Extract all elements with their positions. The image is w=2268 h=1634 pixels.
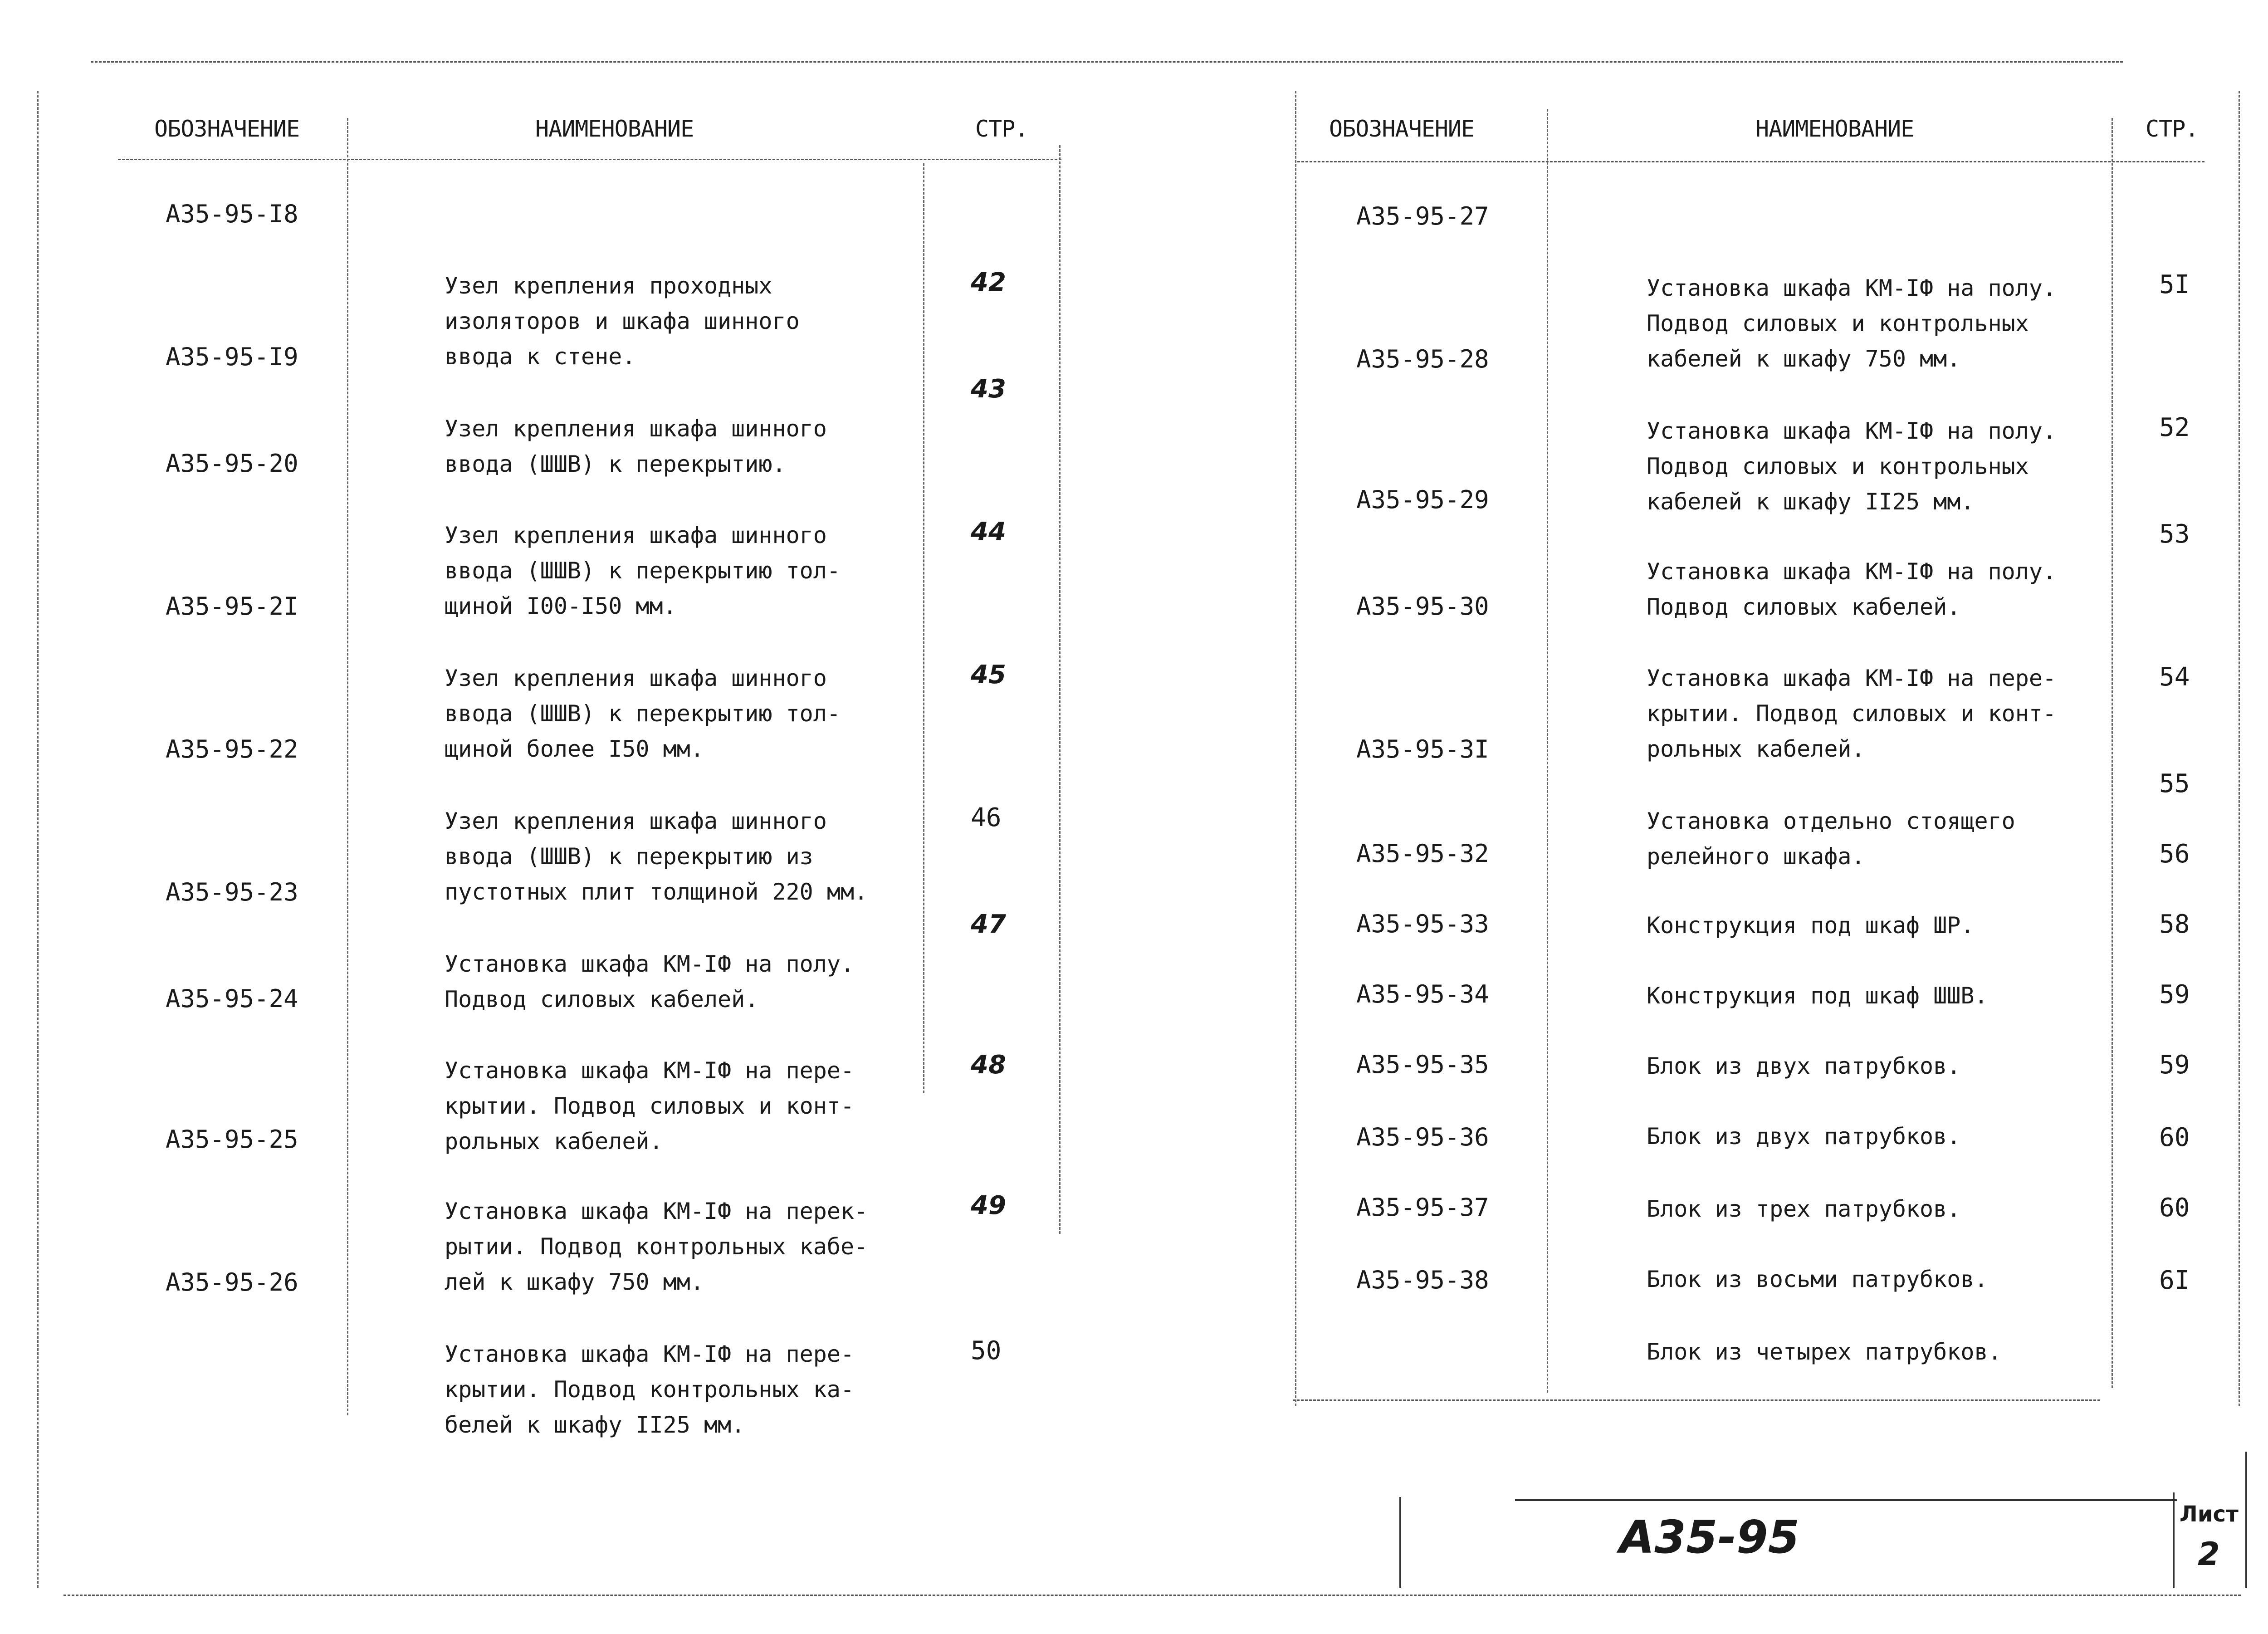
left-header-rule (118, 159, 1061, 160)
row-page: 56 (2159, 839, 2190, 869)
row-code: А35-95-23 (166, 878, 298, 906)
row-code: А35-95-I9 (166, 342, 298, 371)
row-code: А35-95-36 (1356, 1123, 1489, 1151)
row-page: 54 (2159, 662, 2190, 692)
left-divider-1 (347, 118, 348, 1415)
stamp-top-border (1515, 1499, 2177, 1501)
row-name: Блок из двух патрубков. (1647, 1053, 1961, 1079)
row-code: А35-95-26 (166, 1268, 298, 1296)
row-name: Установка шкафа КМ-IФ на полу. Подвод силовых кабелей. (445, 951, 855, 1013)
row-name: Узел крепления шкафа шинного ввода (ШШВ) к перекрытию. (445, 416, 827, 477)
row-page: 59 (2159, 1050, 2190, 1080)
row-name: Блок из четырех патрубков. (1647, 1339, 2002, 1365)
row-name: Блок из восьми патрубков. (1647, 1266, 1988, 1292)
row-code: А35-95-37 (1356, 1193, 1489, 1222)
row-name: Установка отдельно стоящего релейного шкафа. (1647, 808, 2015, 870)
row-code: А35-95-22 (166, 735, 298, 763)
right-header-rule (1297, 161, 2204, 162)
row-page: 58 (2159, 910, 2190, 939)
row-code: А35-95-32 (1356, 839, 1489, 868)
row-code: А35-95-20 (166, 449, 298, 478)
row-code: А35-95-25 (166, 1125, 298, 1154)
right-header-page: СТР. (2146, 116, 2199, 142)
row-name: Установка шкафа КМ-IФ на полу. Подвод силовых и контрольных кабелей к шкафу II25 мм. (1647, 418, 2057, 515)
row-page: 47 (971, 910, 1006, 939)
right-divider-1 (1547, 109, 1548, 1393)
stamp-sheet-divider (2173, 1492, 2175, 1588)
left-header-page: СТР. (975, 116, 1028, 142)
right-header-designation: ОБОЗНАЧЕНИЕ (1329, 116, 1475, 142)
row-page: 46 (971, 803, 1002, 832)
row-page: 5I (2159, 270, 2190, 299)
row-code: А35-95-28 (1356, 345, 1489, 373)
row-code: А35-95-30 (1356, 592, 1489, 621)
row-page: 60 (2159, 1123, 2190, 1152)
row-page: 60 (2159, 1193, 2190, 1223)
left-header-designation: ОБОЗНАЧЕНИЕ (154, 116, 300, 142)
row-name: Узел крепления шкафа шинного ввода (ШШВ) к перекрытию тол- щиной более I50 мм. (445, 665, 841, 762)
row-name: Установка шкафа КМ-IФ на пере- крытии. Подвод силовых и конт- рольных кабелей. (1647, 665, 2057, 762)
row-name: Конструкция под шкаф ШР. (1647, 912, 1975, 939)
row-name: Установка шкафа КМ-IФ на перек- рытии. Подвод контрольных кабе- лей к шкафу 750 мм. (445, 1198, 868, 1295)
row-name: Узел крепления шкафа шинного ввода (ШШВ) к перекрытию из пустотных плит толщиной 220 мм. (445, 808, 868, 905)
row-name: Установка шкафа КМ-IФ на пере- крытии. Подвод силовых и конт- рольных кабелей. (445, 1057, 855, 1155)
row-name: Установка шкафа КМ-IФ на пере- крытии. Подвод контрольных ка- белей к шкафу II25 мм. (445, 1341, 855, 1438)
row-code: А35-95-35 (1356, 1050, 1489, 1079)
row-name: Блок из трех патрубков. (1647, 1196, 1961, 1222)
document-code: А35-95 (1619, 1511, 1800, 1564)
row-code: А35-95-2I (166, 592, 298, 621)
left-header-name: НАИМЕНОВАНИЕ (535, 116, 694, 142)
row-page: 55 (2159, 769, 2190, 798)
row-code: А35-95-29 (1356, 485, 1489, 514)
row-page: 59 (2159, 980, 2190, 1009)
left-outer-border (37, 91, 39, 1588)
row-name: Узел крепления проходных изоляторов и шкафа шинного ввода к стене. (445, 273, 800, 370)
row-name: Установка шкафа КМ-IФ на полу. Подвод силовых и контрольных кабелей к шкафу 750 мм. (1647, 275, 2057, 372)
row-name: Блок из двух патрубков. (1647, 1123, 1961, 1150)
right-outer-border (2239, 91, 2240, 1406)
row-code: А35-95-27 (1356, 202, 1489, 230)
row-name: Установка шкафа КМ-IФ на полу. Подвод силовых кабелей. (1647, 558, 2057, 620)
left-divider-3 (1059, 145, 1061, 1234)
row-code: А35-95-3I (1356, 735, 1489, 763)
row-name: Конструкция под шкаф ШШВ. (1647, 983, 1988, 1009)
row-page: 6I (2159, 1266, 2190, 1295)
row-code: А35-95-33 (1356, 910, 1489, 938)
row-code: А35-95-I8 (166, 200, 298, 228)
row-page: 50 (971, 1336, 1002, 1365)
row-code: А35-95-24 (166, 984, 298, 1013)
row-page: 44 (971, 517, 1006, 547)
top-border-line (91, 61, 2123, 63)
row-name: Узел крепления шкафа шинного ввода (ШШВ) к перекрытию тол- щиной I00-I50 мм. (445, 522, 841, 619)
row-code: А35-95-38 (1356, 1266, 1489, 1294)
row-page: 45 (971, 660, 1006, 690)
sheet-number: 2 (2198, 1536, 2220, 1573)
row-page: 52 (2159, 413, 2190, 442)
bottom-border-line (64, 1595, 2241, 1596)
stamp-left-border (1399, 1497, 1401, 1588)
right-header-name: НАИМЕНОВАНИЕ (1755, 116, 1914, 142)
right-divider-2 (2112, 118, 2113, 1388)
row-page: 42 (971, 268, 1006, 297)
row-page: 48 (971, 1050, 1006, 1080)
row-code: А35-95-34 (1356, 980, 1489, 1008)
stamp-right-border (2245, 1452, 2247, 1588)
row-page: 53 (2159, 519, 2190, 549)
sheet-label: Лист (2180, 1502, 2239, 1527)
row-page: 43 (971, 374, 1006, 404)
left-divider-2 (923, 163, 924, 1093)
center-divider (1295, 91, 1296, 1406)
row-page: 49 (971, 1191, 1006, 1220)
